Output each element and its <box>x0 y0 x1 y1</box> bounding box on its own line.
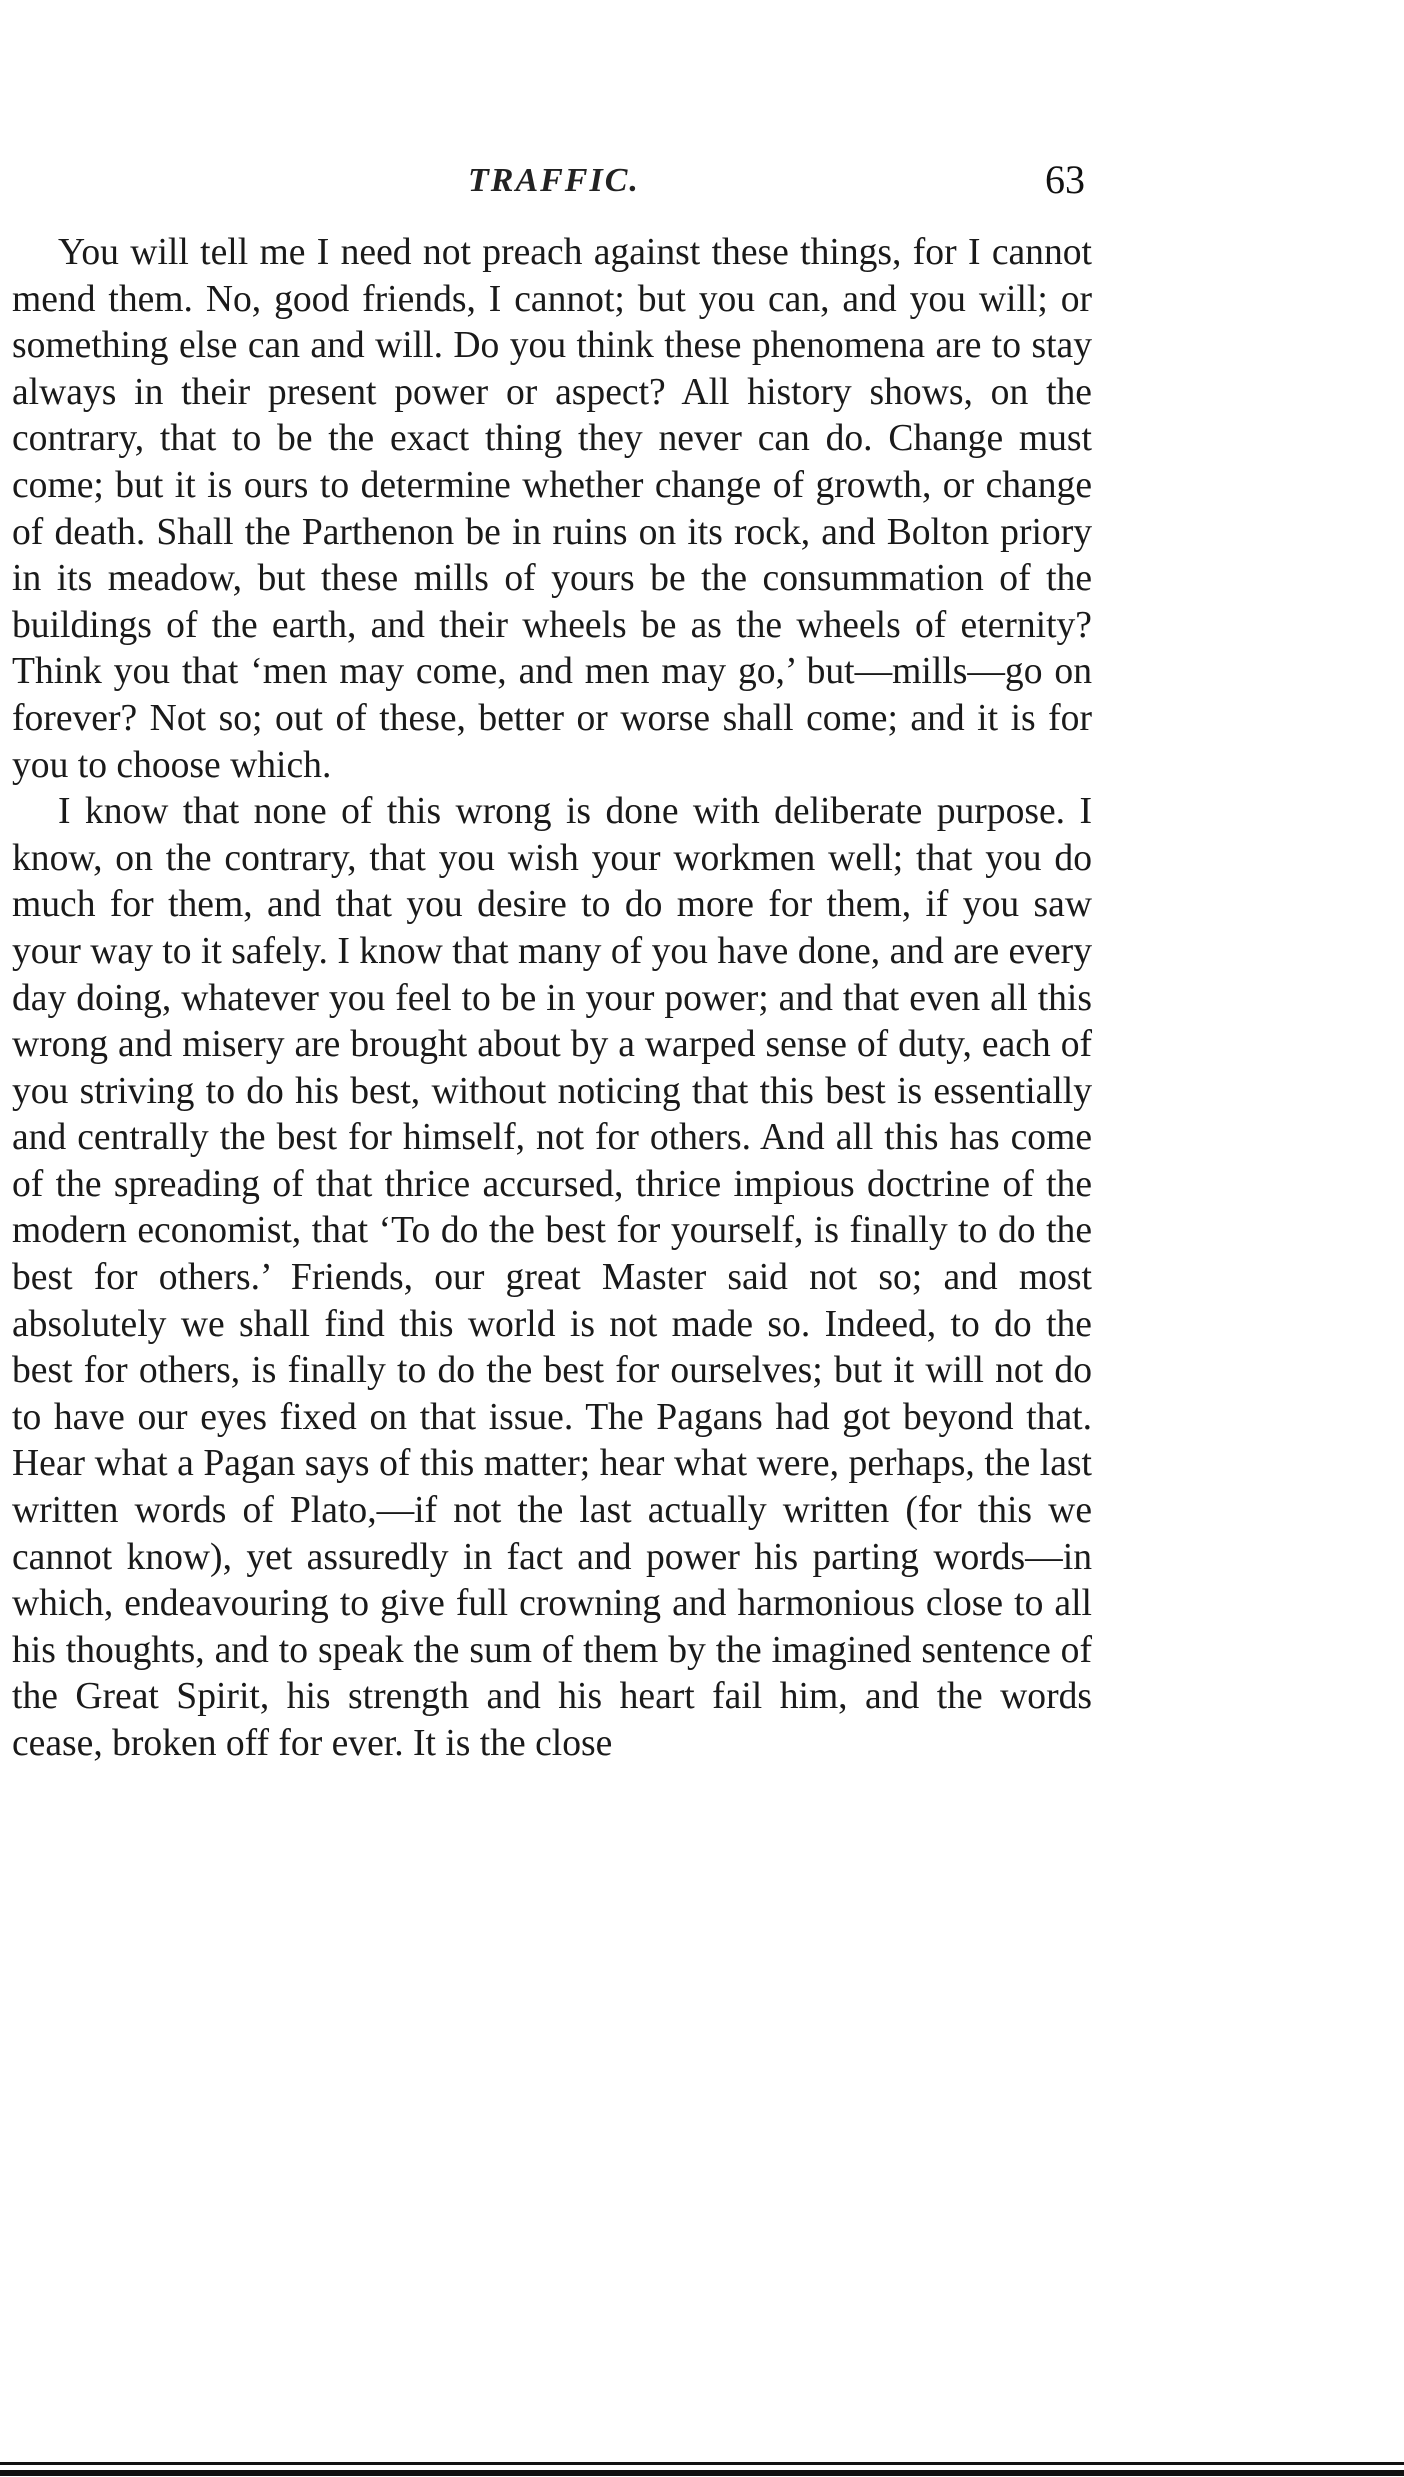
body-text <box>12 230 1092 1768</box>
paragraph-2: I know that none of this wrong is done with deliberate purpose. I know, on the contrary, that you wish your workmen well; that you do much for them, and that you desire to do more for them, if you saw your way to it safely. I know that many of you have done, and are every day doing, whatever you feel to be in your power; and that even all this wrong and misery are brought about by a warped sense of duty, each of you striving to do his best, without noticing that this best is essentially and centrally the best for himself, not for others. And all this has come of the spreading of that thrice accursed, thrice impious doctrine of the modern economist, that ‘To do the best for yourself, is finally to do the best for others.’ Friends, our great Master said not so; and most absolutely we shall find this world is not made so. Indeed, to do the best for others, is finally to do the best for ourselves; but it will not do to have our eyes fixed on that issue. The Pagans had got beyond that. Hear what a Pagan says of this matter; hear what were, perhaps, the last written words of Plato,—if not the last actually written (for this we cannot know), yet assuredly in fact and power his parting words—in which, endeavouring to give full crowning and harmonious close to all his thoughts, and to speak the sum of them by the imagined sentence of the Great Spirit, his strength and his heart fail him, and the words cease, broken off for ever. It is the close <box>12 791 1092 1764</box>
running-title: TRAFFIC. <box>468 162 640 199</box>
paragraph-1: You will tell me I need not preach against these things, for I cannot mend them. No, good friends, I cannot; but you can, and you will; or something else can and will. Do you think these phenomena are to stay always in their present power or aspect? All history shows, on the contrary, that to be the exact thing they never can do. Change must come; but it is ours to determine whether change of growth, or change of death. Shall the Parthenon be in ruins on its rock, and Bolton priory in its meadow, but these mills of yours be the consummation of the buildings of the earth, and their wheels be as the wheels of eternity? Think you that ‘men may come, and men may go,’ but—mills—go on forever? Not so; out of these, better or worse shall come; and it is for you to choose which. <box>12 232 1092 786</box>
page-number: 63 <box>1045 157 1085 202</box>
bottom-edge-rule <box>0 2462 1404 2465</box>
bottom-edge-bar <box>0 2470 1404 2476</box>
running-head <box>0 150 1100 210</box>
